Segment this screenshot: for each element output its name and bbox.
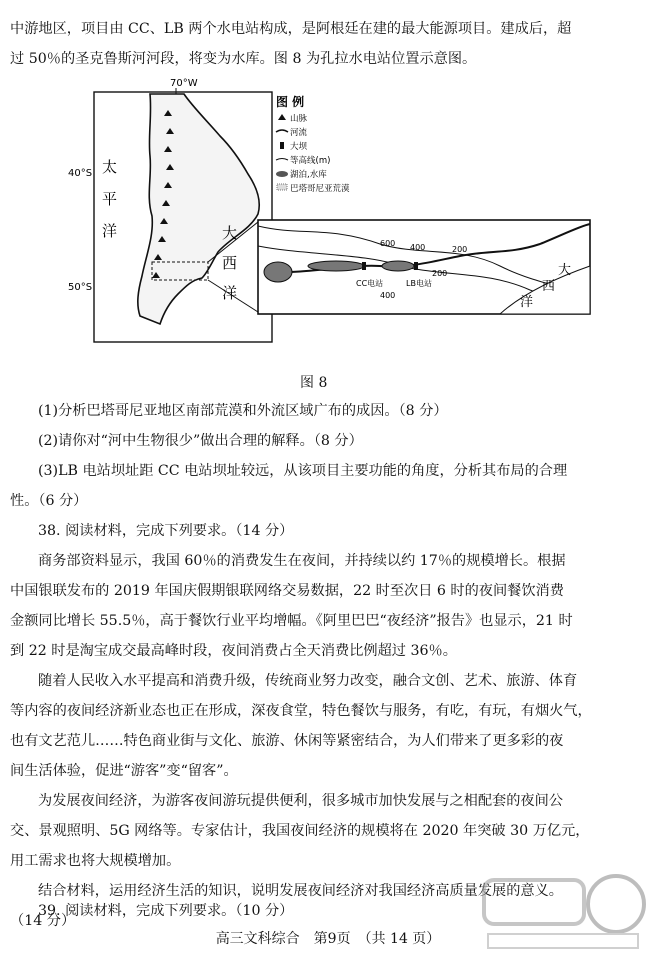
figure-8-map: [68, 76, 600, 376]
intro-line-2: 过 50％的圣克鲁斯河河段，将变为水库。图 8 为孔拉水电站位置示意图。: [10, 51, 477, 67]
atlantic-char-1: 大: [222, 224, 238, 242]
inset-atlantic-char-1: 大: [558, 263, 572, 278]
question-2: (2)请你对“河中生物很少”做出合理的解释。（8 分）: [38, 433, 363, 449]
contour-label-400-a: 400: [410, 243, 426, 252]
contour-label-200-b: 200: [432, 269, 448, 278]
intro-line-1: 中游地区，项目由 CC、LB 两个水电站构成，是阿根廷在建的最大能源项目。建成后，超: [10, 21, 572, 37]
q38-task-line-1: 结合材料，运用经济生活的知识，说明发展夜间经济对我国经济高质量发展的意义。: [38, 883, 563, 899]
contour-label-600: 600: [380, 239, 396, 248]
figure-caption: 图 8: [300, 375, 328, 391]
contour-label-200-a: 200: [452, 245, 468, 254]
q38-heading: 38. 阅读材料，完成下列要求。（14 分）: [38, 523, 294, 539]
contour-icon: [276, 159, 288, 161]
question-3-line-1: (3)LB 电站坝址距 CC 电站坝址较远，从该项目主要功能的角度，分析其布局的合理: [38, 463, 568, 479]
cc-station-label: CC电站: [356, 279, 384, 288]
dam-icon: [280, 142, 284, 149]
lb-reservoir: [382, 261, 414, 271]
q38-task-line-2: （14 分）: [10, 913, 76, 929]
q38-p1-line-4: 到 22 时是淘宝成交最高峰时段，夜间消费占全天消费比例超过 36％。: [10, 643, 457, 659]
legend-contour: 等高线(m): [290, 156, 331, 166]
inset-atlantic-char-2: 西: [542, 279, 556, 294]
q38-p2-line-2: 等内容的夜间经济新业态也正在形成，深夜食堂，特色餐饮与服务，有吃，有玩，有烟火气，: [10, 703, 592, 719]
q38-p1-line-3: 金额同比增长 55.5％，高于餐饮行业平均增幅。《阿里巴巴“夜经济”报告》也显示，21 时: [10, 613, 573, 629]
river-icon: [276, 130, 288, 132]
cc-reservoir: [308, 261, 364, 271]
q38-p3-line-1: 为发展夜间经济，为游客夜间游玩提供便利，很多城市加快发展与之相配套的夜间公: [38, 793, 563, 809]
lb-station-label: LB电站: [406, 279, 432, 288]
pacific-char-3: 洋: [102, 222, 118, 240]
page-footer: 高三文科综合 第9页 （共 14 页）: [215, 931, 441, 947]
q38-p2-line-4: 间生活体验，促进“游客”变“留客”。: [10, 763, 238, 779]
pacific-char-2: 平: [102, 190, 118, 208]
q38-p3-line-2: 交、景观照明、5G 网络等。专家估计，我国夜间经济的规模将在 2020 年突破 30 万亿元，: [10, 823, 590, 839]
lake-argentino: [264, 262, 292, 282]
legend-title: 图 例: [276, 95, 305, 109]
legend-river: 河流: [290, 128, 308, 138]
lat-40-label: 40°S: [68, 168, 93, 179]
legend-desert: 巴塔哥尼亚荒漠: [290, 184, 350, 194]
contour-label-400-b: 400: [380, 291, 396, 300]
intro-paragraph: [10, 14, 650, 74]
q38-p1-line-2: 中国银联发布的 2019 年国庆假期银联网络交易数据，22 时至次日 6 时的夜间餐饮消费: [10, 583, 564, 599]
legend-mountain: 山脉: [290, 114, 308, 124]
inset-atlantic-char-3: 洋: [520, 295, 534, 310]
atlantic-char-3: 洋: [222, 284, 238, 302]
cc-dam-icon: [362, 262, 366, 270]
q38-p2-line-3: 也有文艺范儿……特色商业街与文化、旅游、休闲等紧密结合，为人们带来了更多彩的夜: [10, 733, 564, 749]
atlantic-char-2: 西: [222, 254, 238, 272]
meridian-label: 70°W: [170, 78, 198, 89]
q38-p1-line-1: 商务部资料显示，我国 60％的消费发生在夜间，并持续以约 17％的规模增长。根据: [38, 553, 566, 569]
lat-50-label: 50°S: [68, 282, 93, 293]
inset-map: [258, 220, 590, 314]
legend-lake: 湖泊,水库: [290, 170, 327, 180]
desert-icon: [277, 184, 287, 190]
lb-dam-icon: [414, 262, 418, 270]
legend-dam: 大坝: [290, 142, 308, 152]
lake-icon: [276, 171, 288, 177]
pacific-char-1: 太: [102, 158, 118, 176]
geography-questions: [10, 396, 650, 516]
mountain-icon: [278, 114, 286, 120]
legend: [276, 94, 350, 194]
south-america-coast: [138, 94, 259, 324]
question-1: (1)分析巴塔哥尼亚地区南部荒漠和外流区域广布的成因。（8 分）: [38, 403, 448, 419]
q38-p3-line-3: 用工需求也将大规模增加。: [10, 853, 181, 869]
q38-p2-line-1: 随着人民收入水平提高和消费升级，传统商业努力改变，融合文创、艺术、旅游、体育: [38, 673, 578, 689]
q39-heading: 39. 阅读材料，完成下列要求。（10 分）: [38, 903, 294, 919]
question-3-line-2: 性。（6 分）: [10, 493, 88, 509]
